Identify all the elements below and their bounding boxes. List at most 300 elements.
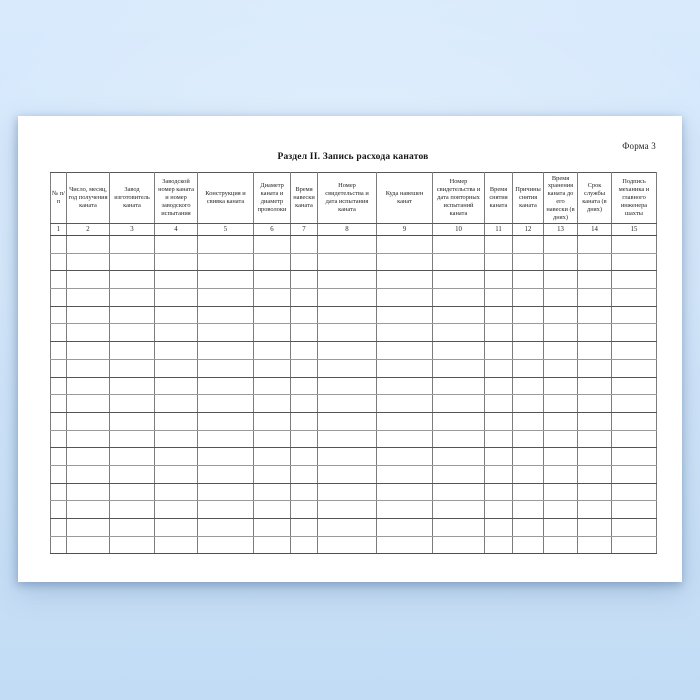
empty-cell [155, 289, 198, 307]
empty-data-row [51, 377, 657, 395]
empty-cell [254, 271, 291, 289]
empty-cell [318, 483, 377, 501]
empty-cell [318, 430, 377, 448]
empty-cell [578, 271, 612, 289]
empty-cell [198, 342, 254, 360]
empty-cell [612, 253, 657, 271]
empty-cell [377, 271, 433, 289]
empty-cell [433, 359, 485, 377]
empty-cell [254, 359, 291, 377]
empty-cell [291, 536, 318, 554]
empty-data-row [51, 536, 657, 554]
empty-cell [67, 377, 110, 395]
column-number-1: 1 [51, 224, 67, 236]
empty-cell [513, 430, 544, 448]
empty-cell [67, 430, 110, 448]
empty-cell [485, 430, 513, 448]
empty-cell [612, 289, 657, 307]
column-number-12: 12 [513, 224, 544, 236]
empty-cell [155, 501, 198, 519]
empty-data-row [51, 289, 657, 307]
empty-cell [612, 501, 657, 519]
empty-data-row [51, 501, 657, 519]
empty-cell [110, 342, 155, 360]
empty-data-row [51, 342, 657, 360]
column-number-6: 6 [254, 224, 291, 236]
empty-cell [198, 359, 254, 377]
empty-cell [110, 501, 155, 519]
empty-cell [377, 306, 433, 324]
empty-cell [485, 253, 513, 271]
empty-cell [51, 253, 67, 271]
empty-cell [578, 412, 612, 430]
column-header-2: Число, месяц, год получения каната [67, 173, 110, 224]
column-header-7: Время навески каната [291, 173, 318, 224]
empty-cell [485, 465, 513, 483]
empty-cell [544, 395, 578, 413]
empty-cell [578, 430, 612, 448]
empty-cell [377, 536, 433, 554]
column-header-9: Куда навешен канат [377, 173, 433, 224]
empty-cell [612, 519, 657, 537]
empty-cell [318, 536, 377, 554]
empty-cell [67, 395, 110, 413]
empty-cell [318, 448, 377, 466]
empty-cell [513, 483, 544, 501]
empty-cell [155, 465, 198, 483]
empty-cell [578, 236, 612, 254]
empty-cell [612, 271, 657, 289]
empty-cell [67, 342, 110, 360]
column-header-3: Завод изготовитель каната [110, 173, 155, 224]
empty-cell [155, 483, 198, 501]
empty-cell [578, 253, 612, 271]
empty-cell [198, 306, 254, 324]
empty-cell [110, 236, 155, 254]
empty-cell [198, 377, 254, 395]
empty-cell [254, 483, 291, 501]
empty-cell [51, 236, 67, 254]
column-header-5: Конструкция и свивка каната [198, 173, 254, 224]
empty-cell [198, 236, 254, 254]
empty-cell [513, 324, 544, 342]
column-number-10: 10 [433, 224, 485, 236]
empty-data-row [51, 324, 657, 342]
empty-cell [110, 306, 155, 324]
empty-cell [433, 377, 485, 395]
rope-consumption-table [50, 172, 657, 554]
empty-cell [291, 289, 318, 307]
empty-cell [612, 359, 657, 377]
empty-cell [155, 395, 198, 413]
empty-cell [377, 483, 433, 501]
empty-cell [513, 519, 544, 537]
empty-cell [485, 271, 513, 289]
table-body [51, 236, 657, 554]
empty-cell [485, 236, 513, 254]
empty-cell [67, 536, 110, 554]
empty-cell [485, 501, 513, 519]
column-number-4: 4 [155, 224, 198, 236]
empty-cell [318, 465, 377, 483]
empty-cell [110, 536, 155, 554]
column-header-6: Диаметр каната и диаметр проволоки [254, 173, 291, 224]
empty-cell [612, 483, 657, 501]
empty-cell [612, 236, 657, 254]
empty-cell [51, 324, 67, 342]
empty-cell [578, 519, 612, 537]
empty-cell [318, 271, 377, 289]
empty-cell [198, 501, 254, 519]
empty-cell [578, 324, 612, 342]
empty-cell [513, 306, 544, 324]
empty-cell [110, 359, 155, 377]
empty-cell [513, 236, 544, 254]
empty-cell [291, 395, 318, 413]
empty-cell [291, 483, 318, 501]
empty-cell [513, 377, 544, 395]
empty-cell [513, 342, 544, 360]
empty-cell [433, 412, 485, 430]
empty-cell [544, 253, 578, 271]
empty-cell [51, 377, 67, 395]
empty-cell [198, 253, 254, 271]
empty-cell [51, 271, 67, 289]
empty-cell [544, 342, 578, 360]
column-number-row [51, 224, 657, 236]
empty-cell [67, 324, 110, 342]
empty-cell [318, 395, 377, 413]
empty-cell [155, 377, 198, 395]
empty-cell [254, 377, 291, 395]
empty-cell [254, 342, 291, 360]
empty-data-row [51, 519, 657, 537]
empty-cell [544, 324, 578, 342]
column-number-15: 15 [612, 224, 657, 236]
empty-cell [578, 536, 612, 554]
empty-cell [485, 483, 513, 501]
empty-cell [612, 412, 657, 430]
column-header-10: Номер свидетельства и дата повторных испытаний каната [433, 173, 485, 224]
empty-data-row [51, 412, 657, 430]
empty-cell [578, 306, 612, 324]
empty-cell [485, 448, 513, 466]
empty-cell [485, 289, 513, 307]
empty-cell [198, 519, 254, 537]
empty-cell [110, 324, 155, 342]
empty-cell [51, 536, 67, 554]
empty-cell [544, 289, 578, 307]
empty-cell [377, 253, 433, 271]
empty-cell [291, 324, 318, 342]
empty-cell [198, 412, 254, 430]
empty-cell [291, 377, 318, 395]
empty-cell [513, 465, 544, 483]
empty-cell [318, 377, 377, 395]
column-number-3: 3 [110, 224, 155, 236]
empty-cell [155, 430, 198, 448]
empty-cell [513, 536, 544, 554]
empty-cell [198, 271, 254, 289]
empty-cell [67, 271, 110, 289]
empty-cell [155, 536, 198, 554]
empty-cell [612, 324, 657, 342]
section-title: Раздел II. Запись расхода канатов [277, 152, 429, 162]
empty-cell [254, 236, 291, 254]
empty-data-row [51, 359, 657, 377]
empty-cell [67, 501, 110, 519]
empty-cell [254, 519, 291, 537]
empty-cell [433, 236, 485, 254]
empty-cell [155, 271, 198, 289]
empty-cell [485, 342, 513, 360]
empty-cell [433, 289, 485, 307]
empty-cell [612, 536, 657, 554]
empty-cell [254, 253, 291, 271]
empty-cell [377, 377, 433, 395]
empty-cell [67, 306, 110, 324]
empty-cell [51, 412, 67, 430]
empty-cell [513, 412, 544, 430]
empty-cell [377, 289, 433, 307]
empty-cell [318, 236, 377, 254]
empty-cell [433, 519, 485, 537]
empty-cell [291, 306, 318, 324]
empty-cell [612, 448, 657, 466]
empty-cell [67, 253, 110, 271]
empty-cell [155, 324, 198, 342]
column-number-14: 14 [578, 224, 612, 236]
empty-cell [433, 501, 485, 519]
column-header-1: № п/п [51, 173, 67, 224]
empty-cell [254, 395, 291, 413]
empty-cell [254, 306, 291, 324]
empty-cell [318, 342, 377, 360]
empty-cell [155, 359, 198, 377]
empty-cell [254, 501, 291, 519]
empty-cell [291, 448, 318, 466]
empty-data-row [51, 448, 657, 466]
empty-cell [377, 236, 433, 254]
empty-cell [51, 483, 67, 501]
empty-cell [51, 359, 67, 377]
empty-cell [51, 448, 67, 466]
empty-cell [67, 359, 110, 377]
empty-cell [291, 412, 318, 430]
empty-cell [110, 448, 155, 466]
empty-cell [377, 324, 433, 342]
empty-cell [433, 430, 485, 448]
empty-cell [198, 324, 254, 342]
empty-cell [291, 359, 318, 377]
column-header-12: Причины снятия каната [513, 173, 544, 224]
empty-cell [544, 236, 578, 254]
empty-data-row [51, 395, 657, 413]
empty-cell [485, 324, 513, 342]
empty-cell [291, 430, 318, 448]
empty-cell [513, 448, 544, 466]
empty-cell [433, 271, 485, 289]
empty-cell [377, 448, 433, 466]
column-header-4: Заводской номер каната и номер заводского испытания [155, 173, 198, 224]
empty-cell [377, 342, 433, 360]
empty-cell [51, 465, 67, 483]
column-number-2: 2 [67, 224, 110, 236]
empty-data-row [51, 306, 657, 324]
empty-cell [612, 306, 657, 324]
empty-cell [433, 395, 485, 413]
empty-cell [67, 236, 110, 254]
empty-cell [67, 289, 110, 307]
form-number-label: Форма 3 [622, 141, 656, 151]
empty-cell [377, 395, 433, 413]
empty-cell [513, 359, 544, 377]
empty-cell [110, 289, 155, 307]
empty-cell [254, 448, 291, 466]
empty-cell [110, 430, 155, 448]
empty-cell [155, 342, 198, 360]
empty-cell [198, 465, 254, 483]
empty-cell [544, 359, 578, 377]
empty-cell [377, 501, 433, 519]
empty-cell [198, 430, 254, 448]
empty-cell [198, 289, 254, 307]
empty-cell [67, 448, 110, 466]
empty-data-row [51, 483, 657, 501]
empty-cell [433, 342, 485, 360]
empty-cell [377, 359, 433, 377]
empty-cell [612, 395, 657, 413]
empty-cell [254, 465, 291, 483]
empty-cell [485, 395, 513, 413]
empty-cell [544, 306, 578, 324]
empty-cell [198, 536, 254, 554]
empty-cell [110, 377, 155, 395]
empty-cell [544, 448, 578, 466]
empty-cell [578, 377, 612, 395]
empty-cell [433, 536, 485, 554]
empty-cell [544, 519, 578, 537]
empty-cell [612, 342, 657, 360]
empty-cell [254, 289, 291, 307]
empty-cell [110, 465, 155, 483]
empty-cell [544, 465, 578, 483]
empty-data-row [51, 236, 657, 254]
empty-cell [198, 483, 254, 501]
empty-cell [612, 465, 657, 483]
empty-cell [377, 412, 433, 430]
empty-cell [155, 236, 198, 254]
column-header-8: Номер свидетельства и дата испытания каната [318, 173, 377, 224]
column-header-15: Подпись механика и главного инженера шахты [612, 173, 657, 224]
document-page [18, 116, 682, 582]
empty-cell [578, 395, 612, 413]
empty-cell [51, 342, 67, 360]
empty-cell [433, 324, 485, 342]
empty-cell [51, 501, 67, 519]
empty-cell [51, 519, 67, 537]
empty-cell [51, 289, 67, 307]
column-number-5: 5 [198, 224, 254, 236]
empty-cell [110, 412, 155, 430]
empty-cell [318, 519, 377, 537]
empty-cell [110, 253, 155, 271]
empty-cell [544, 483, 578, 501]
empty-cell [485, 519, 513, 537]
empty-cell [433, 448, 485, 466]
empty-cell [578, 342, 612, 360]
empty-cell [291, 253, 318, 271]
empty-cell [433, 465, 485, 483]
empty-cell [318, 306, 377, 324]
empty-cell [578, 448, 612, 466]
empty-cell [254, 430, 291, 448]
column-header-14: Срок службы каната (в днях) [578, 173, 612, 224]
column-number-13: 13 [544, 224, 578, 236]
empty-cell [254, 324, 291, 342]
empty-cell [544, 377, 578, 395]
empty-cell [155, 412, 198, 430]
empty-cell [291, 519, 318, 537]
empty-cell [155, 253, 198, 271]
empty-cell [433, 483, 485, 501]
empty-cell [513, 501, 544, 519]
empty-cell [110, 483, 155, 501]
empty-cell [513, 395, 544, 413]
empty-cell [485, 306, 513, 324]
empty-cell [612, 430, 657, 448]
empty-cell [377, 430, 433, 448]
empty-cell [578, 289, 612, 307]
empty-cell [291, 465, 318, 483]
empty-cell [110, 519, 155, 537]
empty-cell [198, 448, 254, 466]
empty-cell [67, 465, 110, 483]
empty-cell [485, 412, 513, 430]
empty-cell [433, 253, 485, 271]
header-row [51, 173, 657, 224]
empty-cell [318, 412, 377, 430]
empty-cell [544, 430, 578, 448]
empty-cell [291, 271, 318, 289]
empty-cell [291, 342, 318, 360]
empty-cell [513, 289, 544, 307]
empty-cell [544, 271, 578, 289]
empty-cell [67, 519, 110, 537]
empty-cell [254, 412, 291, 430]
column-header-11: Время снятия каната [485, 173, 513, 224]
empty-cell [513, 253, 544, 271]
empty-cell [544, 536, 578, 554]
empty-cell [544, 412, 578, 430]
empty-cell [485, 377, 513, 395]
empty-cell [51, 306, 67, 324]
empty-cell [485, 536, 513, 554]
empty-cell [318, 324, 377, 342]
empty-cell [318, 289, 377, 307]
empty-cell [51, 395, 67, 413]
empty-cell [433, 306, 485, 324]
empty-cell [198, 395, 254, 413]
empty-cell [318, 501, 377, 519]
column-number-11: 11 [485, 224, 513, 236]
empty-cell [513, 271, 544, 289]
empty-cell [67, 412, 110, 430]
empty-cell [318, 253, 377, 271]
empty-data-row [51, 430, 657, 448]
empty-cell [318, 359, 377, 377]
column-number-9: 9 [377, 224, 433, 236]
